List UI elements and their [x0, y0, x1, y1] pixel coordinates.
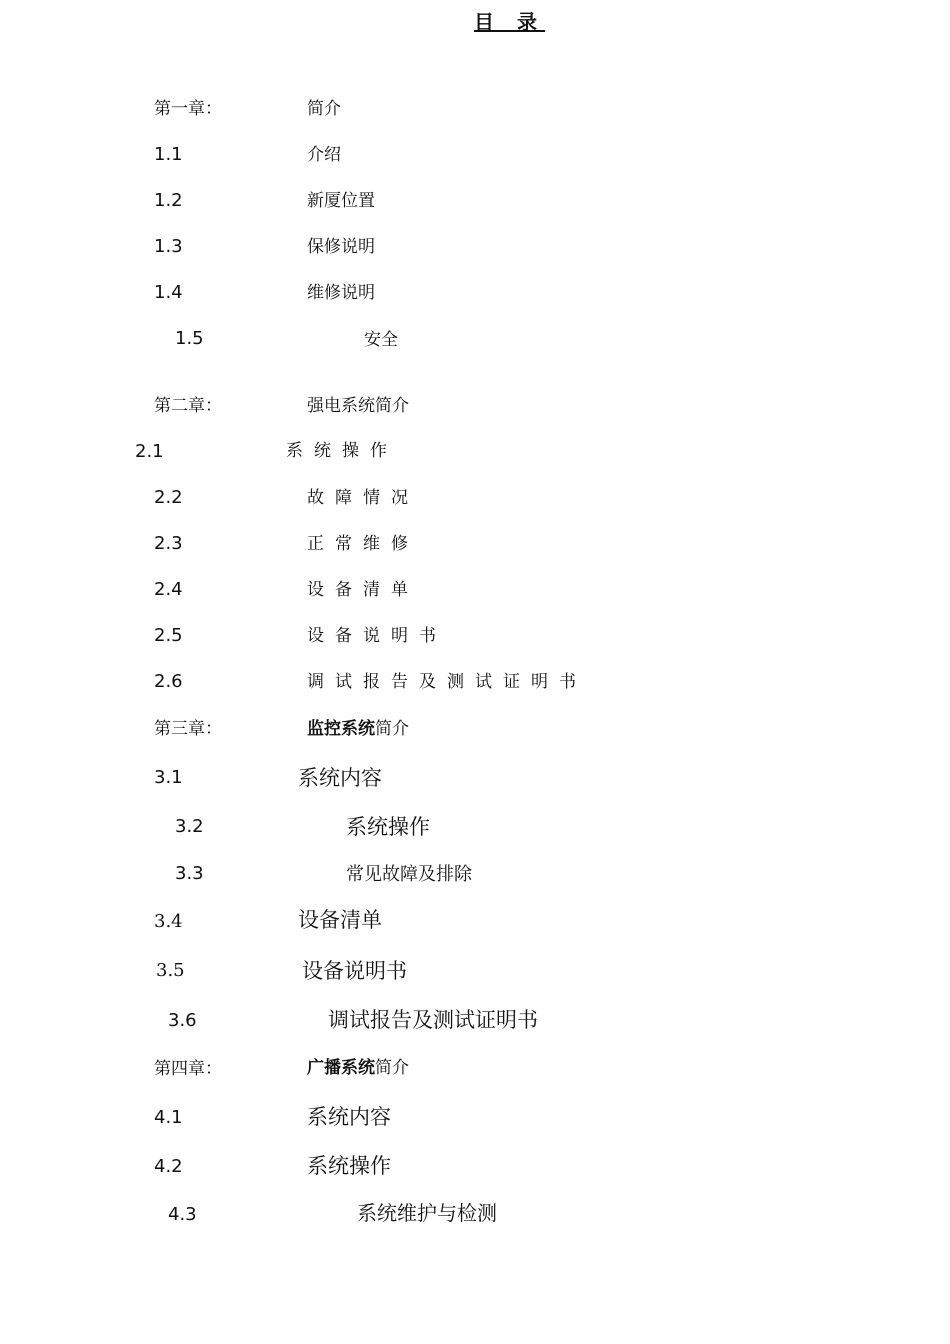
toc-title: 目 录	[474, 10, 545, 34]
chapter-3-label: 第三章：	[154, 719, 222, 739]
chapter-4-title	[307, 1059, 409, 1077]
toc-item-number: 1.4	[154, 282, 183, 303]
chapter-2-label: 第二章：	[154, 396, 222, 416]
chapter-1-label: 第一章：	[154, 99, 222, 119]
toc-item-text: 系统内容	[298, 766, 382, 790]
toc-item-text: 新厦位置	[307, 191, 375, 211]
toc-item-text: 系统内容	[307, 1105, 391, 1129]
toc-item-number: 2.4	[154, 579, 183, 600]
toc-item-number: 1.1	[154, 144, 183, 165]
toc-item-number: 4.1	[154, 1107, 183, 1128]
toc-item-text: 正常维修	[307, 534, 419, 554]
chapter-4-title-bold: 广播系统	[307, 1058, 375, 1078]
toc-item-text: 保修说明	[307, 237, 375, 257]
toc-item-text: 设备清单	[298, 908, 382, 932]
toc-item-number: 4.3	[168, 1204, 197, 1225]
toc-item-text: 调试报告及测试证明书	[307, 672, 587, 692]
toc-item-text: 设备说明书	[302, 959, 407, 983]
toc-item-text: 常见故障及排除	[346, 864, 472, 885]
toc-item-number: 2.1	[135, 441, 164, 462]
toc-item-number: 3.2	[175, 816, 204, 837]
chapter-1-title: 简介	[307, 99, 341, 119]
toc-item-text: 安全	[364, 330, 398, 350]
toc-item-text: 设备清单	[307, 580, 419, 600]
toc-item-text: 系统操作	[286, 441, 398, 461]
toc-item-number: 3.1	[154, 767, 183, 788]
chapter-4-label: 第四章：	[154, 1059, 222, 1079]
toc-item-text: 故障情况	[307, 488, 419, 508]
toc-item-number: 1.5	[175, 328, 204, 349]
chapter-3-title	[307, 720, 409, 738]
toc-item-number: 1.3	[154, 236, 183, 257]
toc-item-number: 3.5	[156, 960, 185, 981]
toc-item-number: 3.4	[154, 911, 183, 932]
chapter-3-title-bold: 监控系统	[307, 719, 375, 739]
toc-item-text: 系统操作	[346, 815, 430, 839]
chapter-2-title: 强电系统简介	[307, 396, 409, 416]
toc-item-text: 系统操作	[307, 1154, 391, 1178]
toc-item-number: 2.3	[154, 533, 183, 554]
toc-item-text: 维修说明	[307, 283, 375, 303]
toc-item-number: 1.2	[154, 190, 183, 211]
chapter-4-title-rest: 简介	[375, 1058, 409, 1078]
toc-item-text: 介绍	[307, 145, 341, 165]
toc-item-number: 3.3	[175, 863, 204, 884]
toc-item-number: 2.5	[154, 625, 183, 646]
toc-item-number: 3.6	[168, 1010, 197, 1031]
toc-item-text: 调试报告及测试证明书	[328, 1008, 538, 1032]
toc-item-number: 2.2	[154, 487, 183, 508]
toc-item-text: 设备说明书	[307, 626, 447, 646]
toc-item-text: 系统维护与检测	[357, 1201, 497, 1225]
toc-item-number: 2.6	[154, 671, 183, 692]
toc-item-number: 4.2	[154, 1156, 183, 1177]
chapter-3-title-rest: 简介	[375, 719, 409, 739]
